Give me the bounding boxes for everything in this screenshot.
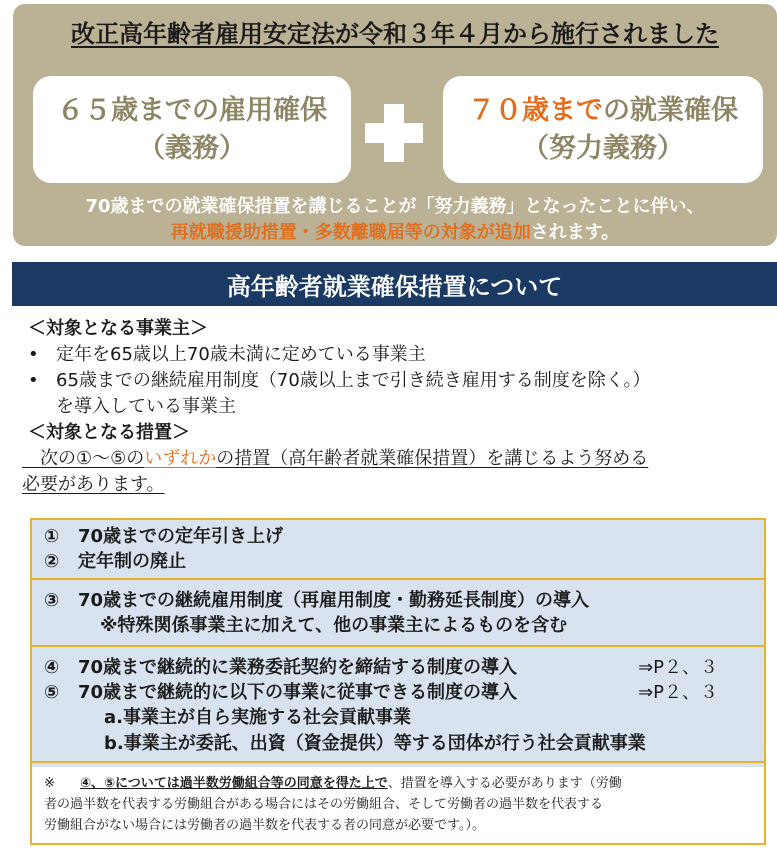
banner-note: 70歳までの就業確保措置を講じることが「努力義務」となったことに伴い、 再就職援助措置・多数離職届等の対象が追加されます。 — [85, 196, 705, 243]
measure-subitem: a.事業主が自ら実施する社会貢献事業 — [104, 707, 411, 728]
emphasis-any: いずれか — [144, 448, 217, 469]
law-revision-banner — [13, 4, 777, 246]
note-mark: ※ — [44, 776, 55, 791]
measure-note: ※特殊関係事業主に加えて、他の事業主によるものを含む — [100, 615, 568, 636]
banner-title: 改正高年齢者雇用安定法が令和３年４月から施行されました — [71, 20, 719, 48]
measures-box — [30, 518, 766, 845]
list-item: • 定年を65歳以上70歳未満に定めている事業主 — [22, 342, 777, 368]
measures-group-non-employment — [32, 647, 764, 763]
list-item-continuation: を導入している事業主 — [56, 396, 236, 417]
measures-intro: 次の①～⑤のいずれかの措置（高年齢者就業確保措置）を講じるよう努める 必要があります。 — [22, 448, 649, 495]
note-emphasis: ④、⑤については過半数労働組合等の同意を得た上で — [80, 776, 388, 791]
bullet-icon: • — [28, 344, 39, 365]
employment-obligation-label: ６５歳までの雇用確保 — [57, 94, 327, 126]
measure-item: ① 70歳までの定年引き上げ — [44, 526, 284, 547]
page-reference: ⇒P２、３ — [638, 657, 718, 678]
measure-item: ② 定年制の廃止 — [44, 551, 186, 572]
measure-item: ③ 70歳までの継続雇用制度（再雇用制度・勤務延長制度）の導入 — [44, 590, 590, 611]
measure-item: ④ 70歳まで継続的に業務委託契約を締結する制度の導入 ⇒P２、３ — [44, 657, 718, 678]
measures-group-retirement — [32, 520, 764, 580]
employment-obligation-type: （義務） — [138, 132, 246, 164]
employment-obligation-box — [33, 76, 351, 183]
work-opportunity-type: （努力義務） — [522, 132, 684, 164]
measure-subitem: b.事業主が委託、出資（資金提供）等する団体が行う社会貢献事業 — [104, 733, 646, 754]
work-opportunity-box — [443, 76, 763, 183]
target-measures-heading: ＜対象となる措置＞ — [28, 422, 190, 443]
section-title: 高年齢者就業確保措置について — [12, 262, 777, 306]
bullet-icon: • — [28, 370, 39, 391]
measures-group-continued-employment — [32, 580, 764, 647]
eligibility-section — [22, 316, 777, 498]
work-opportunity-label: ７０歳までの就業確保 — [468, 94, 738, 126]
measure-item: ⑤ 70歳まで継続的に以下の事業に従事できる制度の導入 ⇒P２、３ — [44, 682, 718, 703]
work-opportunity-age: ７０歳まで — [468, 94, 603, 126]
consent-note: ※ ④、⑤については過半数労働組合等の同意を得た上で、措置を導入する必要があります（労働 者の過半数を代表する労働組合がある場合にはその労働組合、そして労働者の過半数を代表する 労働組合がない場合には労働者の過半数を代表する者の同意が必要です。）。 — [32, 767, 764, 843]
target-employers-heading: ＜対象となる事業主＞ — [28, 318, 208, 339]
banner-note-highlight: 再就職援助措置・多数離職届等の対象が追加 — [170, 222, 531, 243]
list-item: • 65歳までの継続雇用制度（70歳以上まで引き続き雇用する制度を除く。） — [22, 368, 777, 394]
page-reference: ⇒P２、３ — [638, 682, 718, 703]
plus-icon — [365, 104, 423, 162]
